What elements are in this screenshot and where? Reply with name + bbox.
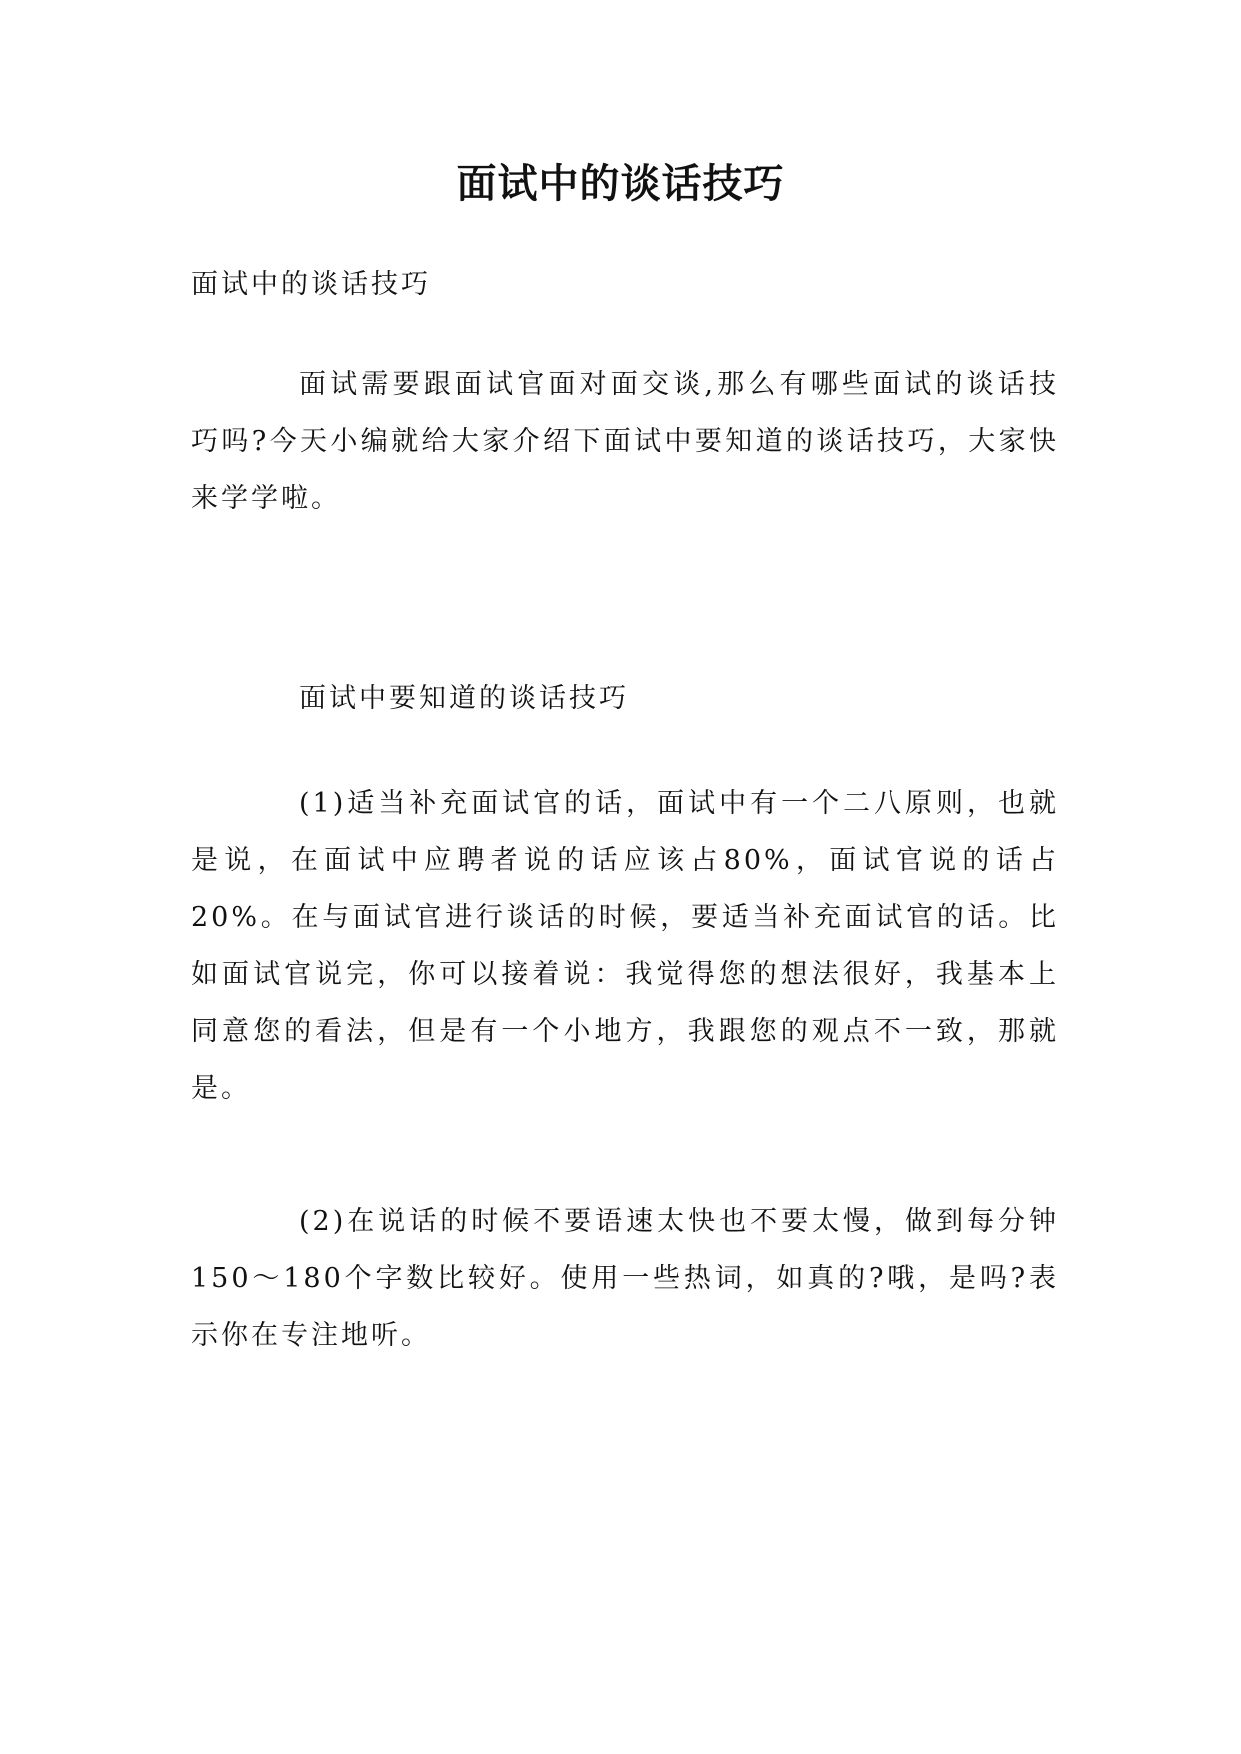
point-2-paragraph: (2)在说话的时候不要语速太快也不要太慢，做到每分钟150～180个字数比较好。使用一些热词，如真的?哦，是吗?表示你在专注地听。 bbox=[191, 1206, 1059, 1351]
intro-paragraph: 面试需要跟面试官面对面交谈,那么有哪些面试的谈话技巧吗?今天小编就给大家介绍下面试中要知道的谈话技巧，大家快来学学啦。 bbox=[191, 369, 1059, 514]
subtitle: 面试中的谈话技巧 bbox=[191, 269, 431, 300]
point-1-paragraph: (1)适当补充面试官的话，面试中有一个二八原则，也就是说，在面试中应聘者说的话应该占80%，面试官说的话占20%。在与面试官进行谈话的时候，要适当补充面试官的话。比如面试官说完，你可以接着说：我觉得您的想法很好，我基本上同意您的看法，但是有一个小地方，我跟您的观点不一致，那就是。 bbox=[191, 788, 1059, 1104]
section-heading: 面试中要知道的谈话技巧 bbox=[299, 683, 629, 714]
document-title: 面试中的谈话技巧 bbox=[456, 161, 785, 207]
